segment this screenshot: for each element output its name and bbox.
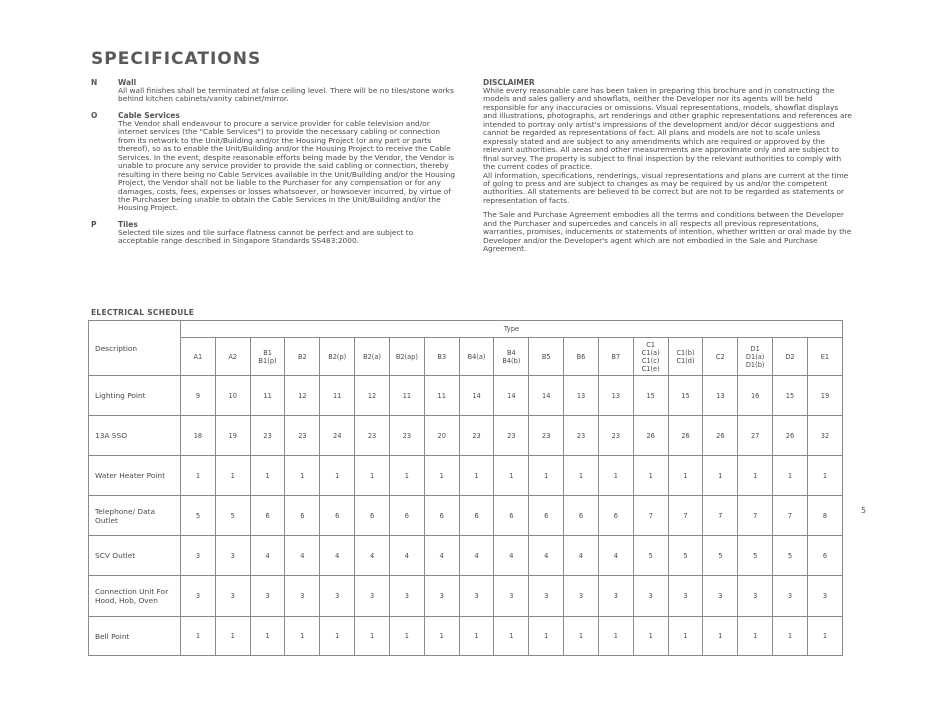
table-cell: 10	[215, 376, 250, 416]
spec-text: The Vendor shall endeavour to procure a service provider for cable television and/or internet services (the "Cable Services") to provide the necessary cabling or connection from its network to the Unit/Building and/or the Housing Project (or any part or parts thereof), so as to enable the Unit/Building and/or the Housing Project to receive the Cable Services. In the event, despite reasonable efforts being made by the Vendor, the Vendor is unable to procure any service provider to provide the said cabling or connection, thereby resulting in there being no Cable Services available in the Unit/Building and/or the Housing Project, the Vendor shall not be liable to the Purchaser for any compensation or for any damages, costs, fees, expenses or losses whatsoever, or howsoever incurred, by virtue of the Purchaser being unable to obtain the Cable Services in the Unit/Building and/or the Housing Project.	[118, 118, 456, 213]
table-cell: 4	[250, 536, 285, 576]
table-cell: 6	[598, 496, 633, 536]
table-cell: 26	[703, 416, 738, 456]
table-cell: 1	[564, 617, 599, 656]
table-cell: 11	[424, 376, 459, 416]
disclaimer-heading: DISCLAIMER	[483, 78, 535, 87]
table-cell: 3	[564, 576, 599, 617]
table-cell: 23	[459, 416, 494, 456]
table-cell: 4	[459, 536, 494, 576]
type-header: Type	[181, 321, 843, 338]
type-column-header: B6	[564, 338, 599, 376]
table-cell: 1	[668, 617, 703, 656]
table-cell: 3	[424, 576, 459, 617]
spec-letter: P	[91, 219, 97, 229]
table-header-row	[89, 321, 843, 338]
type-column-header: B5	[529, 338, 564, 376]
table-cell: 1	[807, 456, 842, 496]
table-cell: 4	[285, 536, 320, 576]
table-cell: 1	[529, 617, 564, 656]
table-cell: 1	[250, 617, 285, 656]
table-cell: 11	[250, 376, 285, 416]
table-cell: 1	[424, 456, 459, 496]
table-cell: 6	[424, 496, 459, 536]
table-cell: 1	[215, 617, 250, 656]
spec-heading: Tiles	[118, 219, 138, 229]
type-column-header: D2	[773, 338, 808, 376]
type-column-header: B4 B4(b)	[494, 338, 529, 376]
table-cell: 19	[215, 416, 250, 456]
row-label: Connection Unit For Hood, Hob, Oven	[89, 576, 181, 617]
table-cell: 1	[633, 456, 668, 496]
table-cell: 1	[285, 456, 320, 496]
table-cell: 14	[529, 376, 564, 416]
table-cell: 18	[181, 416, 216, 456]
table-row	[89, 617, 843, 656]
table-cell: 1	[181, 456, 216, 496]
table-cell: 1	[738, 617, 773, 656]
table-cell: 1	[773, 617, 808, 656]
table-cell: 1	[668, 456, 703, 496]
table-cell: 6	[285, 496, 320, 536]
table-cell: 9	[181, 376, 216, 416]
table-cell: 16	[738, 376, 773, 416]
table-cell: 3	[529, 576, 564, 617]
table-cell: 8	[807, 496, 842, 536]
table-cell: 1	[703, 456, 738, 496]
table-row	[89, 456, 843, 496]
type-column-header: A2	[215, 338, 250, 376]
table-cell: 20	[424, 416, 459, 456]
spec-text: All wall finishes shall be terminated at false ceiling level. There will be no tiles/stone works behind kitchen cabinets/vanity cabinet/mirror.	[118, 86, 454, 104]
table-row	[89, 376, 843, 416]
table-cell: 23	[389, 416, 424, 456]
table-cell: 1	[250, 456, 285, 496]
table-cell: 6	[320, 496, 355, 536]
table-cell: 6	[494, 496, 529, 536]
table-cell: 1	[494, 456, 529, 496]
table-cell: 3	[633, 576, 668, 617]
table-cell: 23	[494, 416, 529, 456]
table-cell: 1	[633, 617, 668, 656]
table-cell: 15	[668, 376, 703, 416]
table-cell: 4	[529, 536, 564, 576]
table-cell: 7	[703, 496, 738, 536]
table-cell: 24	[320, 416, 355, 456]
row-label: 13A SSO	[89, 416, 181, 456]
table-cell: 11	[389, 376, 424, 416]
table-cell: 13	[598, 376, 633, 416]
table-cell: 1	[389, 617, 424, 656]
table-cell: 26	[668, 416, 703, 456]
table-cell: 23	[529, 416, 564, 456]
table-cell: 3	[215, 536, 250, 576]
spec-heading: Cable Services	[118, 110, 180, 120]
table-cell: 3	[459, 576, 494, 617]
table-cell: 4	[494, 536, 529, 576]
table-cell: 7	[773, 496, 808, 536]
table-cell: 1	[424, 617, 459, 656]
disclaimer-paragraph: While every reasonable care has been taken in preparing this brochure and in constructing the models and sales gallery and showflats, neither the Developer nor its agents will be held responsible for any inaccuracies or omissions. Visual representations, models, showflat displays and illustrations, photographs, art renderings and other graphic representations and references are intended to portray only artist's impressions of the development and/or décor suggestions and cannot be regarded as representations of fact. All plans and models are not to scale unless expressly stated and are subject to any amendments which are required or approved by the relevant authorities. All areas and other measurements are approximate only and are subject to final survey. The property is subject to final inspection by the relevant authorities to comply with the current codes of practice.	[483, 86, 852, 172]
table-cell: 5	[181, 496, 216, 536]
table-cell: 3	[215, 576, 250, 617]
disclaimer-paragraph: The Sale and Purchase Agreement embodies all the terms and conditions between the Developer and the Purchaser and supercedes and cancels in all respects all previous representations, warranties, promises, inducements or statements of intention, whether written or oral made by the Developer and/or the Developer's agent which are not embodied in the Sale and Purchase Agreement.	[483, 210, 852, 254]
table-cell: 5	[738, 536, 773, 576]
type-row	[89, 338, 843, 376]
type-column-header: C1 C1(a) C1(c) C1(e)	[633, 338, 668, 376]
table-cell: 1	[215, 456, 250, 496]
table-cell: 1	[459, 456, 494, 496]
table-cell: 14	[494, 376, 529, 416]
table-row	[89, 576, 843, 617]
table-cell: 4	[564, 536, 599, 576]
table-cell: 6	[529, 496, 564, 536]
table-cell: 1	[389, 456, 424, 496]
table-cell: 6	[355, 496, 390, 536]
row-label: SCV Outlet	[89, 536, 181, 576]
row-label: Lighting Point	[89, 376, 181, 416]
type-column-header: D1 D1(a) D1(b)	[738, 338, 773, 376]
table-cell: 26	[633, 416, 668, 456]
table-cell: 5	[773, 536, 808, 576]
table-cell: 3	[494, 576, 529, 617]
table-row	[89, 416, 843, 456]
table-cell: 1	[598, 456, 633, 496]
table-cell: 3	[389, 576, 424, 617]
table-cell: 23	[285, 416, 320, 456]
table-cell: 4	[320, 536, 355, 576]
table-cell: 1	[355, 456, 390, 496]
spec-item-cable-services	[91, 111, 456, 213]
table-cell: 3	[773, 576, 808, 617]
description-header: Description	[89, 321, 181, 376]
table-cell: 11	[320, 376, 355, 416]
spec-item-wall	[91, 78, 456, 104]
table-cell: 4	[355, 536, 390, 576]
table-cell: 6	[250, 496, 285, 536]
page-title: SPECIFICATIONS	[91, 49, 262, 69]
table-cell: 6	[564, 496, 599, 536]
table-cell: 5	[215, 496, 250, 536]
table-cell: 1	[564, 456, 599, 496]
page-number: 5	[861, 506, 867, 515]
type-column-header: C2	[703, 338, 738, 376]
table-cell: 1	[773, 456, 808, 496]
spec-text: Selected tile sizes and tile surface flatness cannot be perfect and are subject to acceptable range described in Singapore Standards SS483:2000.	[118, 227, 414, 246]
table-cell: 13	[564, 376, 599, 416]
type-column-header: B2(ap)	[389, 338, 424, 376]
table-cell: 7	[738, 496, 773, 536]
table-cell: 1	[529, 456, 564, 496]
table-cell: 1	[598, 617, 633, 656]
table-cell: 3	[285, 576, 320, 617]
table-cell: 6	[459, 496, 494, 536]
table-cell: 12	[285, 376, 320, 416]
table-cell: 1	[494, 617, 529, 656]
row-label: Telephone/ Data Outlet	[89, 496, 181, 536]
disclaimer-column	[483, 78, 853, 260]
schedule-title: ELECTRICAL SCHEDULE	[91, 308, 195, 317]
table-cell: 3	[250, 576, 285, 617]
type-column-header: B7	[598, 338, 633, 376]
type-column-header: A1	[181, 338, 216, 376]
spec-letter: N	[91, 78, 98, 87]
table-cell: 13	[703, 376, 738, 416]
table-cell: 12	[355, 376, 390, 416]
table-cell: 3	[807, 576, 842, 617]
table-cell: 1	[181, 617, 216, 656]
table-cell: 14	[459, 376, 494, 416]
table-cell: 7	[633, 496, 668, 536]
table-cell: 6	[807, 536, 842, 576]
row-label: Bell Point	[89, 617, 181, 656]
table-cell: 3	[738, 576, 773, 617]
table-cell: 1	[807, 617, 842, 656]
type-column-header: B2(p)	[320, 338, 355, 376]
table-cell: 27	[738, 416, 773, 456]
table-cell: 3	[703, 576, 738, 617]
table-cell: 6	[389, 496, 424, 536]
type-column-header: B2	[285, 338, 320, 376]
table-cell: 32	[807, 416, 842, 456]
table-cell: 23	[250, 416, 285, 456]
table-cell: 23	[564, 416, 599, 456]
table-cell: 26	[773, 416, 808, 456]
type-column-header: B4(a)	[459, 338, 494, 376]
type-column-header: B3	[424, 338, 459, 376]
disclaimer-paragraph: All information, specifications, renderings, visual representations and plans are current at the time of going to press and are subject to changes as may be required by us and/or the competent authorities. All statements are believed to be correct but are not to be regarded as statements or representation of facts.	[483, 170, 849, 205]
table-row	[89, 536, 843, 576]
table-cell: 1	[738, 456, 773, 496]
table-cell: 3	[598, 576, 633, 617]
table-cell: 3	[355, 576, 390, 617]
electrical-schedule-table	[88, 320, 843, 656]
table-cell: 3	[181, 536, 216, 576]
table-cell: 5	[703, 536, 738, 576]
table-cell: 5	[668, 536, 703, 576]
table-cell: 19	[807, 376, 842, 416]
table-cell: 3	[320, 576, 355, 617]
type-column-header: C1(b) C1(d)	[668, 338, 703, 376]
type-column-header: B2(a)	[355, 338, 390, 376]
spec-item-tiles	[91, 220, 456, 246]
table-cell: 15	[633, 376, 668, 416]
table-cell: 1	[320, 456, 355, 496]
table-cell: 15	[773, 376, 808, 416]
specifications-column	[91, 78, 456, 253]
type-column-header: E1	[807, 338, 842, 376]
table-cell: 23	[355, 416, 390, 456]
table-cell: 4	[598, 536, 633, 576]
table-cell: 4	[424, 536, 459, 576]
table-row	[89, 496, 843, 536]
table-cell: 1	[355, 617, 390, 656]
table-cell: 7	[668, 496, 703, 536]
table-cell: 23	[598, 416, 633, 456]
table-cell: 3	[668, 576, 703, 617]
table-cell: 1	[459, 617, 494, 656]
type-column-header: B1 B1(p)	[250, 338, 285, 376]
spec-heading: Wall	[118, 78, 137, 87]
table-cell: 1	[703, 617, 738, 656]
table-cell: 5	[633, 536, 668, 576]
table-cell: 4	[389, 536, 424, 576]
row-label: Water Heater Point	[89, 456, 181, 496]
table-cell: 1	[285, 617, 320, 656]
spec-letter: O	[91, 110, 98, 120]
table-cell: 3	[181, 576, 216, 617]
table-cell: 1	[320, 617, 355, 656]
